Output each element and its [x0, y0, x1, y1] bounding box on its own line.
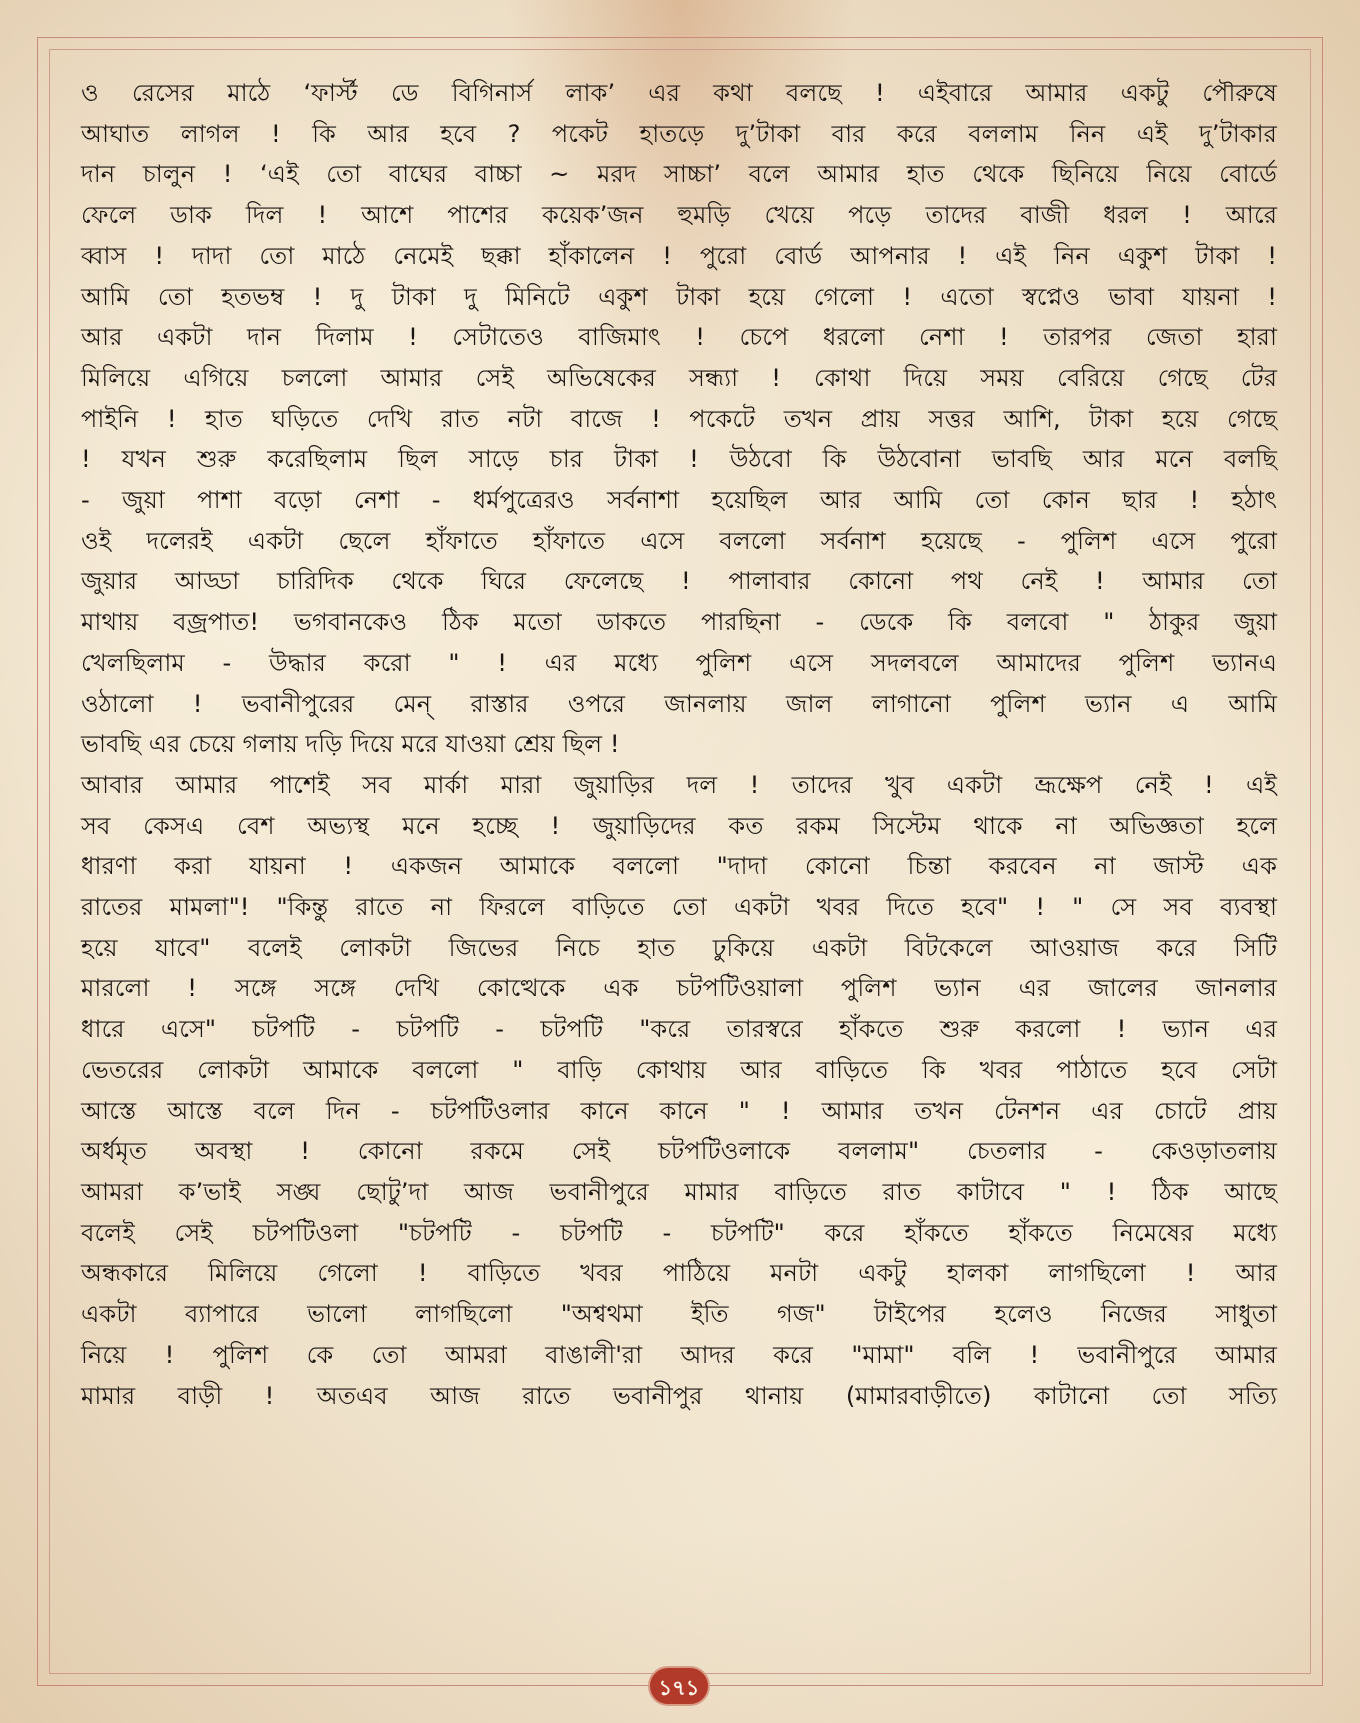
text-line: মিলিয়ে এগিয়ে চললো আমার সেই অভিষেকের সন্ধ্যা ! কোথা দিয়ে সময় বেরিয়ে গেছে টের: [81, 363, 1277, 392]
text-line: ! যখন শুরু করেছিলাম ছিল সাড়ে চার টাকা ! উঠবো কি উঠবোনা ভাবছি আর মনে বলছি: [81, 445, 1277, 474]
text-line: - জুয়া পাশা বড়ো নেশা - ধর্মপুত্রেরও সর্বনাশা হয়েছিল আর আমি তো কোন ছার ! হঠাৎ: [81, 486, 1277, 515]
text-line: ভেতরের লোকটা আমাকে বললো " বাড়ি কোথায় আর বাড়িতে কি খবর পাঠাতে হবে সেটা: [81, 1055, 1277, 1084]
text-line: আর একটা দান দিলাম ! সেটাতেও বাজিমাৎ ! চেপে ধরলো নেশা ! তারপর জেতা হারা: [81, 323, 1277, 352]
text-line: ভাবছি এর চেয়ে গলায় দড়ি দিয়ে মরে যাওয়া শ্রেয় ছিল !: [81, 730, 620, 759]
text-line: আমি তো হতভম্ব ! দু টাকা দু মিনিটে একুশ টাকা হয়ে গেলো ! এতো স্বপ্নেও ভাবা যায়না !: [81, 282, 1277, 311]
text-line: ওই দলেরই একটা ছেলে হাঁফাতে হাঁফাতে এসে বললো সর্বনাশ হয়েছে - পুলিশ এসে পুরো: [81, 526, 1277, 555]
text-line: একটা ব্যাপারে ভালো লাগছিলো "অশ্বথমা ইতি গজ" টাইপের হলেও নিজের সাধুতা: [81, 1300, 1277, 1329]
text-line: আমরা ক’ভাই সঙ্ঘ ছোটু’দা আজ ভবানীপুরে মামার বাড়িতে রাত কাটাবে " ! ঠিক আছে: [81, 1177, 1277, 1206]
text-line: আস্তে আস্তে বলে দিন - চটপটিওলার কানে কানে " ! আমার তখন টেনশন এর চোটে প্রায়: [81, 1096, 1277, 1125]
text-line: মারলো ! সঙ্গে সঙ্গে দেখি কোত্থেকে এক চটপটিওয়ালা পুলিশ ভ্যান এর জালের জানলার: [81, 974, 1277, 1003]
page-number-badge: ১৭১: [648, 1666, 710, 1706]
text-line: সব কেসএ বেশ অভ্যস্থ মনে হচ্ছে ! জুয়াড়িদের কত রকম সিস্টেম থাকে না অভিজ্ঞতা হলে: [81, 811, 1277, 840]
text-line: ধারণা করা যায়না ! একজন আমাকে বললো "দাদা কোনো চিন্তা করবেন না জাস্ট এক: [81, 852, 1277, 881]
text-line: জুয়ার আড্ডা চারিদিক থেকে ঘিরে ফেলেছে ! পালাবার কোনো পথ নেই ! আমার তো: [81, 567, 1277, 596]
text-line: ফেলে ডাক দিল ! আশে পাশের কয়েক’জন হুমড়ি খেয়ে পড়ে তাদের বাজী ধরল ! আরে: [81, 201, 1277, 230]
text-line: মামার বাড়ী ! অতএব আজ রাতে ভবানীপুর থানায় (মামারবাড়ীতে) কাটানো তো সত্যি: [81, 1381, 1277, 1410]
text-line: অন্ধকারে মিলিয়ে গেলো ! বাড়িতে খবর পাঠিয়ে মনটা একটু হালকা লাগছিলো ! আর: [81, 1259, 1277, 1288]
text-line: ওঠালো ! ভবানীপুরের মেন্ রাস্তার ওপরে জানলায় জাল লাগানো পুলিশ ভ্যান এ আমি: [81, 689, 1277, 718]
text-line: পাইনি ! হাত ঘড়িতে দেখি রাত নটা বাজে ! পকেটে তখন প্রায় সত্তর আশি, টাকা হয়ে গেছে: [81, 404, 1277, 433]
text-line: আঘাত লাগল ! কি আর হবে ? পকেট হাতড়ে দু’টাকা বার করে বললাম নিন এই দু’টাকার: [81, 119, 1277, 148]
text-line: মাথায় বজ্রপাত! ভগবানকেও ঠিক মতো ডাকতে পারছিনা - ডেকে কি বলবো " ঠাকুর জুয়া: [81, 608, 1277, 637]
text-line: আবার আমার পাশেই সব মার্কা মারা জুয়াড়ির দল ! তাদের খুব একটা ভ্রূক্ষেপ নেই ! এই: [81, 770, 1277, 799]
text-line: ধারে এসে" চটপটি - চটপটি - চটপটি "করে তারস্বরে হাঁকতে শুরু করলো ! ভ্যান এর: [81, 1015, 1277, 1044]
text-line: ব্বাস ! দাদা তো মাঠে নেমেই ছক্কা হাঁকালেন ! পুরো বোর্ড আপনার ! এই নিন একুশ টাকা !: [81, 241, 1277, 270]
text-line: অর্ধমৃত অবস্থা ! কোনো রকমে সেই চটপটিওলাকে বললাম" চেতলার - কেওড়াতলায়: [81, 1137, 1277, 1166]
text-line: খেলছিলাম - উদ্ধার করো " ! এর মধ্যে পুলিশ এসে সদলবলে আমাদের পুলিশ ভ্যানএ: [81, 648, 1277, 677]
text-line: ও রেসের মাঠে ‘ফার্স্ট ডে বিগিনার্স লাক’ এর কথা বলছে ! এইবারে আমার একটু পৌরুষে: [81, 79, 1277, 107]
text-line: বলেই সেই চটপটিওলা "চটপটি - চটপটি - চটপটি" করে হাঁকতে হাঁকতে নিমেষের মধ্যে: [81, 1218, 1277, 1247]
text-line: দান চালুন ! ‘এই তো বাঘের বাচ্চা ~ মরদ সাচ্চা’ বলে আমার হাত থেকে ছিনিয়ে নিয়ে বোর্ডে: [81, 160, 1277, 189]
text-line: নিয়ে ! পুলিশ কে তো আমরা বাঙালী'রা আদর করে "মামা" বলি ! ভবানীপুরে আমার: [81, 1340, 1277, 1369]
text-line: রাতের মামলা"! "কিন্তু রাতে না ফিরলে বাড়িতে তো একটা খবর দিতে হবে" ! " সে সব ব্যবস্থা: [81, 893, 1277, 922]
story-text: [81, 73, 1277, 1416]
text-line: হয়ে যাবে" বলেই লোকটা জিভের নিচে হাত ঢুকিয়ে একটা বিটকেলে আওয়াজ করে সিটি: [81, 933, 1277, 962]
